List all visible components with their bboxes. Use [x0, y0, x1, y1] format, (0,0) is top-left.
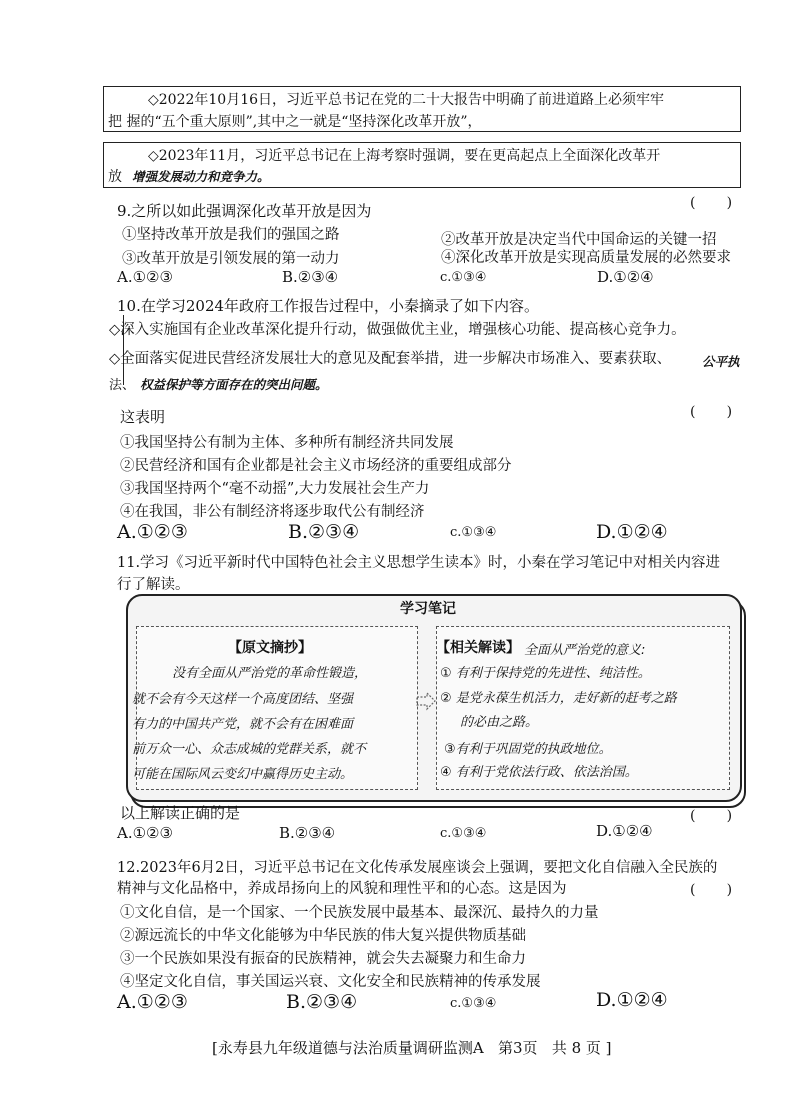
q12-answer-paren: ( ) [690, 882, 733, 898]
interpretation-4: ④ 有利于党依法行政、依法治国。 [440, 765, 638, 780]
page-footer: [永寿县九年级道德与法治质量调研监测A 第3页 共 8 页 ] [212, 1039, 612, 1057]
q12-statement-3: ③一个民族如果没有振奋的民族精神，就会失去凝聚力和生命力 [120, 951, 526, 967]
q10-statement-4: ④在我国，非公有制经济将逐步取代公有制经济 [120, 504, 425, 520]
interpretation-note: 全面从严治党的意义: [524, 643, 646, 658]
box1-line1: ◇2022年10月16日，习近平总书记在党的二十大报告中明确了前进道路上必须牢牢 [148, 92, 665, 108]
q10-excerpt-3-start: 法、 [109, 378, 136, 393]
excerpt-line-3: 有力的中国共产党，就不会有在困难面 [132, 717, 354, 732]
q12-statement-4: ④坚定文化自信，事关国运兴衰、文化安全和民族精神的传承发展 [120, 974, 541, 990]
notebook-title: 学习笔记 [400, 601, 456, 617]
q10-statement-2: ②民营经济和国有企业都是社会主义市场经济的重要组成部分 [120, 458, 512, 474]
q11-option-a[interactable]: A.①②③ [117, 824, 173, 842]
q11-question: 以上解读正确的是 [120, 804, 241, 822]
excerpt-line-2: 就不会有今天这样一个高度团结、坚强 [132, 692, 354, 707]
excerpt-line-4: 前万众一心、众志成城的党群关系，就不 [132, 742, 367, 757]
interpretation-3: ③有利于巩固党的执政地位。 [444, 742, 612, 757]
q10-option-b[interactable]: B.②③④ [288, 521, 360, 543]
q12-stem-line1: 12.2023年6月2日，习近平总书记在文化传承发展座谈会上强调，要把文化自信融入全民族的 [117, 860, 718, 876]
q12-option-d[interactable]: D.①②④ [596, 989, 668, 1011]
q9-option-d[interactable]: D.①②④ [597, 268, 654, 286]
q11-stem-line2: 行了解读。 [117, 577, 190, 593]
q11-option-c[interactable]: c.①③④ [440, 826, 487, 841]
q10-excerpt-2: ◇全面落实促进民营经济发展壮大的意见及配套举措，进一步解决市场准入、要素获取、 [109, 351, 672, 367]
excerpt-line-1: 没有全面从严治党的革命性锻造， [172, 666, 368, 681]
arrow-icon [415, 690, 437, 712]
q11-option-d[interactable]: D.①②④ [596, 822, 653, 840]
q9-option-a[interactable]: A.①②③ [117, 268, 173, 286]
q12-statement-1: ①文化自信，是一个国家、一个民族发展中最基本、最深沉、最持久的力量 [120, 905, 599, 921]
q12-option-c[interactable]: c.①③④ [450, 996, 497, 1011]
q11-stem-line1: 11.学习《习近平新时代中国特色社会主义思想学生读本》时，小秦在学习笔记中对相关内容进 [117, 555, 721, 571]
box2-line2-start: 放 [108, 169, 122, 185]
q9-statement-1: ①坚持改革开放是我们的强国之路 [122, 227, 340, 243]
q9-option-c[interactable]: c.①③④ [440, 270, 487, 285]
q9-statement-4: ④深化改革开放是实现高质量发展的必然要求 [441, 250, 731, 266]
q9-answer-paren: ( ) [690, 195, 733, 211]
interpretation-1: ① 有利于保持党的先进性、纯洁性。 [440, 666, 651, 681]
q11-answer-paren: ( ) [690, 808, 733, 824]
interpretation-2a: ② 是党永葆生机活力，走好新的赶考之路 [440, 691, 677, 706]
q9-statement-2: ②改革开放是决定当代中国命运的关键一招 [441, 232, 717, 248]
q11-option-b[interactable]: B.②③④ [279, 824, 336, 842]
q10-stem: 10.在学习2024年政府工作报告过程中，小秦摘录了如下内容。 [117, 297, 540, 315]
q10-excerpt-2-handwritten-tail: 公平执 [702, 354, 740, 369]
q12-option-b[interactable]: B.②③④ [286, 991, 358, 1013]
q10-answer-paren: ( ) [690, 404, 733, 420]
q12-statement-2: ②源远流长的中华文化能够为中华民族的伟大复兴提供物质基础 [120, 928, 526, 944]
q10-statement-1: ①我国坚持公有制为主体、多种所有制经济共同发展 [120, 435, 454, 451]
excerpt-title: 【原文摘抄】 [228, 640, 312, 656]
q12-option-a[interactable]: A.①②③ [117, 991, 188, 1013]
q10-option-a[interactable]: A.①②③ [117, 521, 188, 543]
q10-statement-3: ③我国坚持两个“毫不动摇”,大力发展社会生产力 [120, 481, 430, 497]
interpretation-title: 【相关解读】 [436, 640, 520, 656]
q9-stem: 9.之所以如此强调深化改革开放是因为 [117, 202, 372, 220]
box2-line1: ◇2023年11月，习近平总书记在上海考察时强调，要在更高起点上全面深化改革开 [148, 148, 661, 164]
q9-statement-3: ③改革开放是引领发展的第一动力 [122, 251, 340, 267]
interpretation-2b: 的必由之路。 [460, 715, 539, 730]
q10-option-c[interactable]: c.①③④ [450, 525, 497, 540]
q10-excerpt-1: ◇深入实施国有企业改革深化提升行动，做强做优主业，增强核心功能、提高核心竞争力。 [109, 322, 686, 338]
q9-option-b[interactable]: B.②③④ [282, 268, 339, 286]
box1-line2: 把 握的“五个重大原则”,其中之一就是“坚持深化改革开放”， [108, 114, 482, 130]
q12-stem-line2: 精神与文化品格中，养成昂扬向上的风貌和理性平和的心态。这是因为 [117, 881, 567, 897]
box2-line2-handwritten: 增强发展动力和竞争力。 [132, 169, 270, 184]
q10-intro: 这表明 [120, 408, 166, 426]
q10-excerpt-3-handwritten: 权益保护等方面存在的突出问题。 [140, 377, 328, 392]
q10-option-d[interactable]: D.①②④ [596, 521, 668, 543]
excerpt-line-5: 可能在国际风云变幻中赢得历史主动。 [132, 767, 354, 782]
